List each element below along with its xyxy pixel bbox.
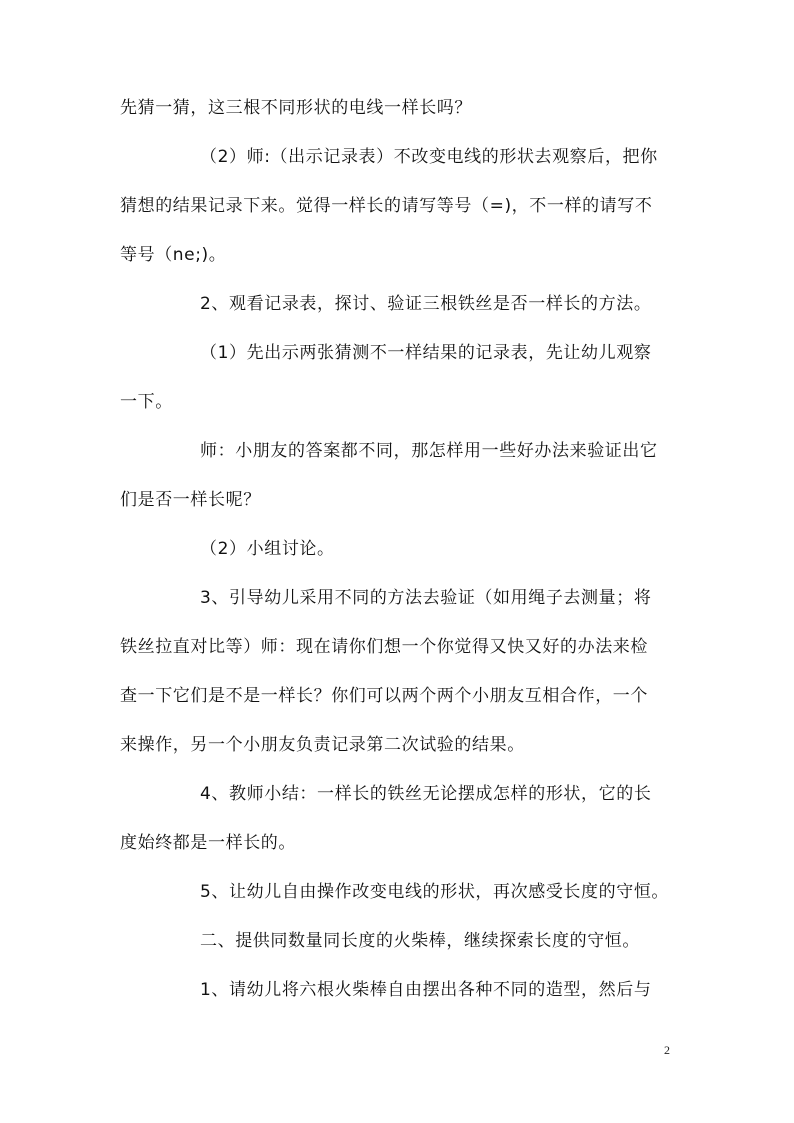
page-number: 2 <box>664 1043 670 1057</box>
text-line-5: 2、观看记录表，探讨、验证三根铁丝是否一样长的方法。 <box>200 294 652 314</box>
text-line-8: 师：小朋友的答案都不同，那怎样用一些好办法来验证出它 <box>200 441 658 461</box>
text-line-9: 们是否一样长呢？ <box>120 490 261 510</box>
text-line-2: （2）师:（出示记录表）不改变电线的形状去观察后，把你 <box>200 147 658 167</box>
text-line-10: （2）小组讨论。 <box>200 539 335 559</box>
text-line-14: 来操作，另一个小朋友负责记录第二次试验的结果。 <box>120 735 525 755</box>
text-line-6: （1）先出示两张猜测不一样结果的记录表，先让幼儿观察 <box>200 343 652 363</box>
text-line-19: 1、请幼儿将六根火柴棒自由摆出各种不同的造型，然后与 <box>200 980 652 1000</box>
text-line-16: 度始终都是一样长的。 <box>120 833 296 853</box>
text-line-11: 3、引导幼儿采用不同的方法去验证（如用绳子去测量；将 <box>200 588 652 608</box>
text-line-1: 先猜一猜，这三根不同形状的电线一样长吗？ <box>120 98 472 118</box>
text-line-12: 铁丝拉直对比等）师：现在请你们想一个你觉得又快又好的办法来检 <box>120 637 648 657</box>
text-line-18: 二、提供同数量同长度的火柴棒，继续探索长度的守恒。 <box>200 931 640 951</box>
text-line-13: 查一下它们是不是一样长？你们可以两个两个小朋友互相合作，一个 <box>120 686 648 706</box>
text-line-3: 猜想的结果记录下来。觉得一样长的请写等号（=)，不一样的请写不 <box>120 196 653 216</box>
text-line-4: 等号（ne;)。 <box>120 245 227 265</box>
text-line-17: 5、让幼儿自由操作改变电线的形状，再次感受长度的守恒。 <box>200 882 670 902</box>
text-line-7: 一下。 <box>120 392 173 412</box>
text-line-15: 4、教师小结：一样长的铁丝无论摆成怎样的形状，它的长 <box>200 784 652 804</box>
